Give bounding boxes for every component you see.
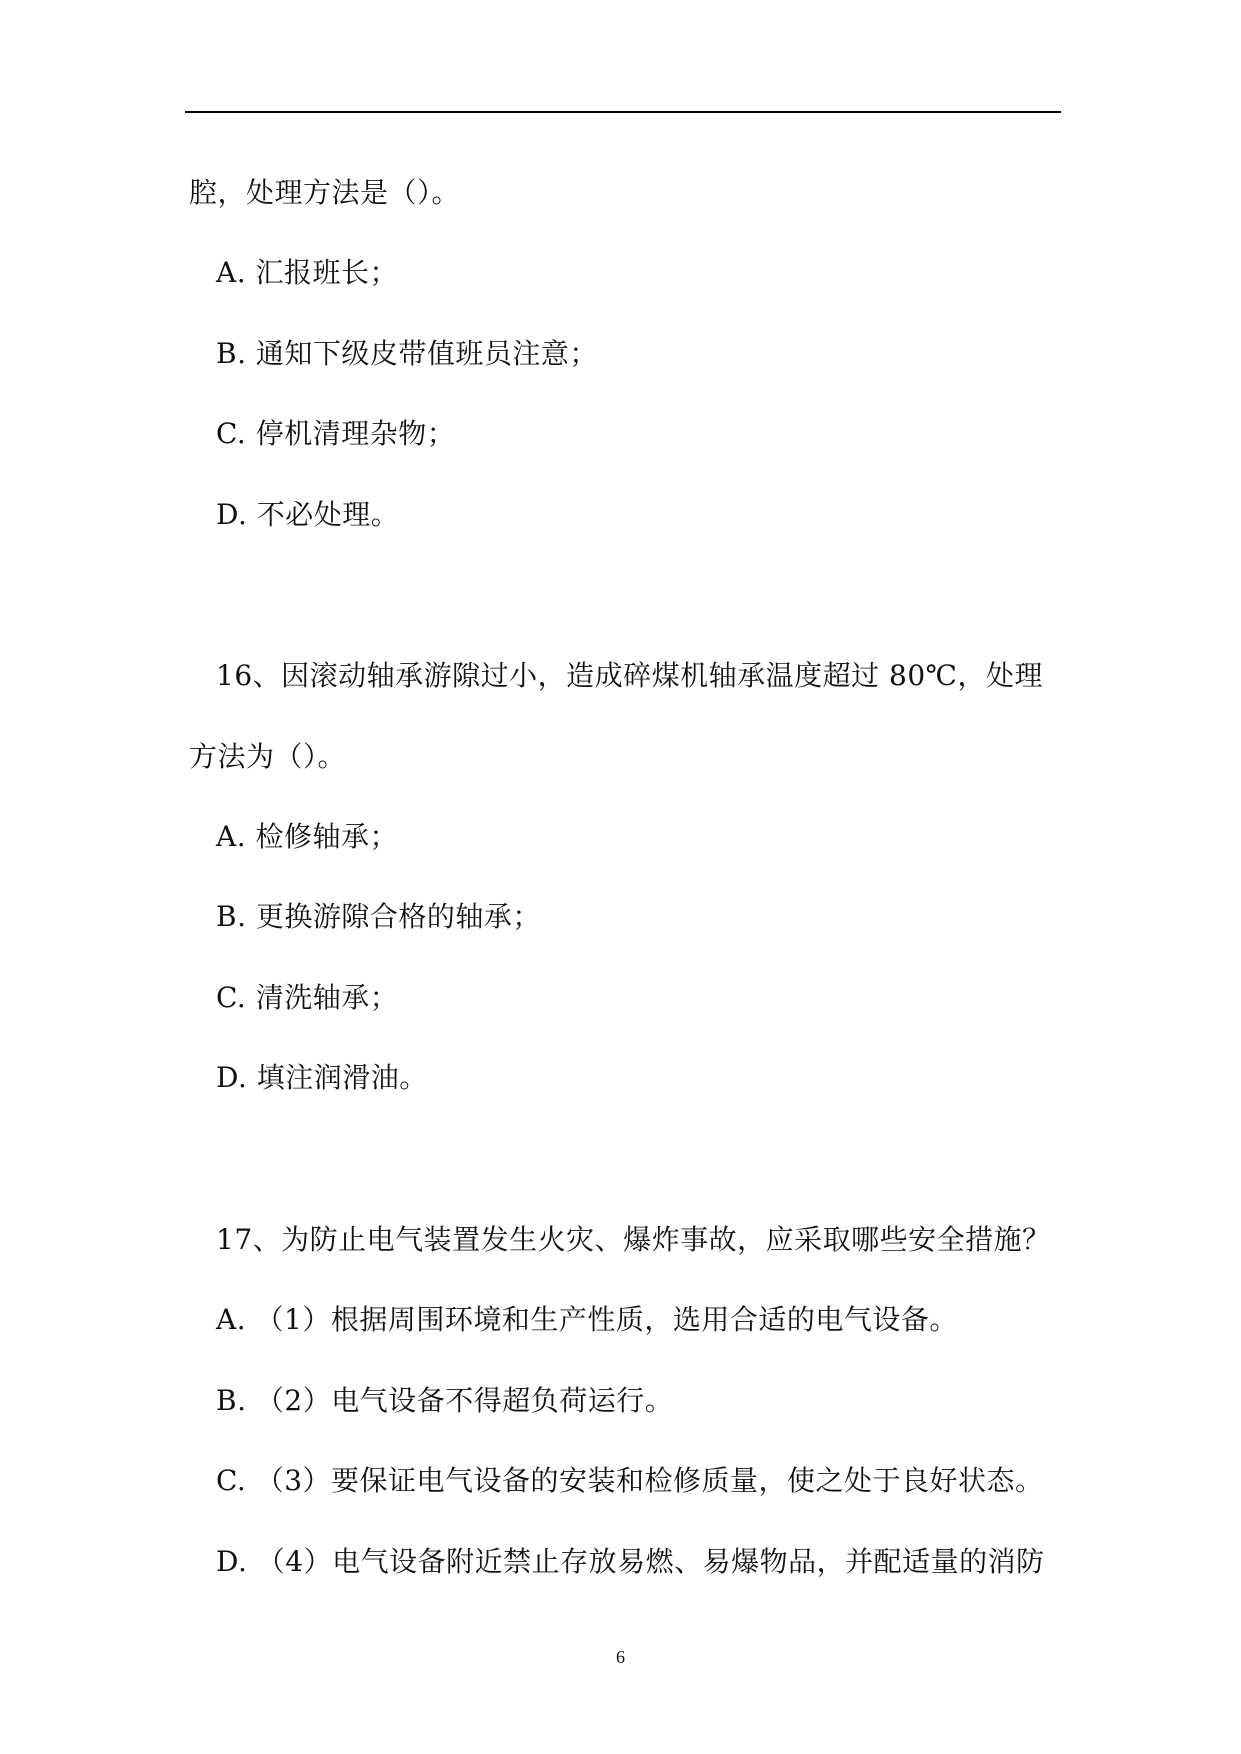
q16-option-b: B. 更换游隙合格的轴承； xyxy=(216,900,541,933)
q15-option-c: C. 停机清理杂物； xyxy=(216,417,456,450)
q17-option-b: B. （2）电气设备不得超负荷运行。 xyxy=(216,1384,674,1417)
header-rule xyxy=(185,111,1061,113)
page-number: 6 xyxy=(616,1647,625,1667)
q16-stem-line2: 方法为（）。 xyxy=(189,740,347,773)
q16-stem-line1: 16、因滚动轴承游隙过小，造成碎煤机轴承温度超过 80℃，处理 xyxy=(216,659,1043,692)
q17-stem: 17、为防止电气装置发生火灾、爆炸事故，应采取哪些安全措施？ xyxy=(216,1223,1051,1256)
q17-option-a: A. （1）根据周围环境和生产性质，选用合适的电气设备。 xyxy=(216,1303,958,1336)
q16-option-a: A. 检修轴承； xyxy=(216,820,399,853)
q15-option-b: B. 通知下级皮带值班员注意； xyxy=(216,337,598,370)
q16-option-d: D. 填注润滑油。 xyxy=(216,1061,428,1094)
q17-option-c: C. （3）要保证电气设备的安装和检修质量，使之处于良好状态。 xyxy=(216,1464,1044,1497)
q17-option-d: D. （4）电气设备附近禁止存放易燃、易爆物品，并配适量的消防 xyxy=(216,1545,1045,1578)
q15-option-a: A. 汇报班长； xyxy=(216,256,399,289)
q15-stem-continuation: 腔，处理方法是（）。 xyxy=(189,176,461,209)
q15-option-d: D. 不必处理。 xyxy=(216,498,400,531)
q16-option-c: C. 清洗轴承； xyxy=(216,981,399,1014)
